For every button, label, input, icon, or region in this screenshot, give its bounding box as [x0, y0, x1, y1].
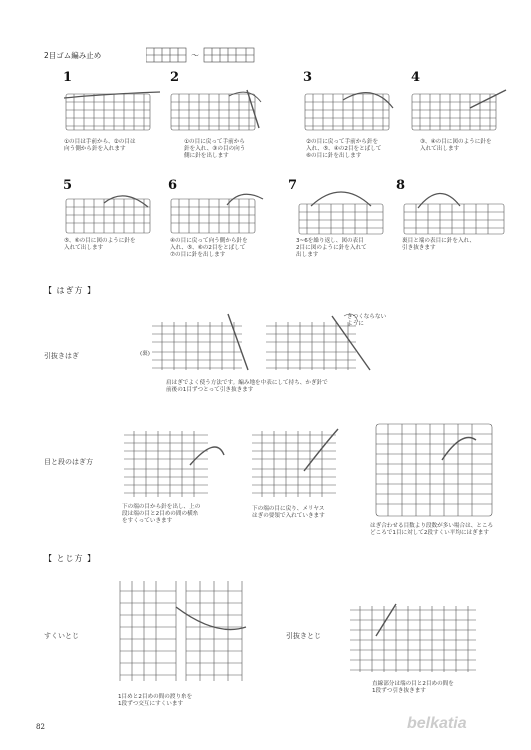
step-5-illustration [64, 193, 164, 235]
me-dan-illustration-3 [372, 420, 497, 520]
sukui-toji-illustration [116, 577, 256, 685]
watermark-logo: belkatia [407, 715, 467, 732]
step-7-illustration [291, 186, 391, 236]
step-number: 3 [303, 70, 313, 85]
me-dan-illustration-2 [248, 425, 358, 499]
step-text: ③、④の目に図のように針を 入れて出します [420, 139, 492, 153]
step-text: 3~6を繰り返し、図の表目 2目に図のように針を入れて 出します [296, 238, 367, 259]
back-side-label: (裏) [140, 351, 150, 357]
hikinuki-toji-illustration [346, 600, 486, 674]
step-text: ⑤、⑥の目に図のように針を 入れて出します [64, 238, 136, 252]
me-dan-illustration-1 [120, 425, 230, 499]
step-number: 1 [63, 70, 73, 85]
me-dan-text-3: はぎ合わせる目数より段数が多い場合は、ところ どころで1目に対して2段すくい平均にはぎます [370, 523, 494, 537]
me-dan-text-2: 下の端の目に戻り、メリヤス はぎの要領で入れていきます [252, 506, 325, 520]
step-text: ①の目は手前から、②の目は 向う側から針を入れます [64, 139, 136, 153]
stitch-chart-diagram [146, 47, 256, 63]
step-number: 8 [396, 178, 406, 193]
section-heading-toji: 【 とじ方 】 [44, 554, 97, 563]
hikinuki-hagi-text: 肩はぎでよく使う方法です。編み地を中表にして持ち、かぎ針で 前後の1目ずつとって引き抜きます [166, 380, 328, 394]
sukui-toji-text: 1目めと2目めの間の渡り糸を 1段ずつ交互にすくいます [118, 694, 193, 708]
svg-text:〜: 〜 [191, 51, 199, 60]
hikinuki-hagi-label: 引抜きはぎ [44, 352, 79, 360]
step-number: 2 [170, 70, 180, 85]
hikinuki-hagi-illustration-1 [148, 312, 258, 372]
step-1-illustration [64, 88, 164, 132]
hikinuki-toji-text: 直線部分は端の目と2目めの間を 1段ずつ引き抜きます [372, 681, 454, 695]
page-title: 2目ゴム編み止め [44, 51, 102, 60]
step-2-illustration [169, 88, 269, 132]
hikinuki-note: きつくならない ように [347, 314, 387, 328]
sukui-toji-label: すくいとじ [44, 632, 79, 640]
step-8-illustration [400, 186, 510, 236]
me-dan-hagi-label: 目と段のはぎ方 [44, 458, 93, 466]
step-number: 4 [411, 70, 421, 85]
step-number: 7 [288, 178, 298, 193]
step-number: 5 [63, 178, 73, 193]
step-text: ①の目に戻って手前から 針を入れ、③の目の向う 側に針を出します [184, 139, 246, 160]
step-text: ②の目に戻って手前から針を 入れ、⑤、④の2目をとばして ⑥の目に針を出します [306, 139, 382, 160]
step-number: 6 [168, 178, 178, 193]
step-text: ④の目に戻って向う側から針を 入れ、⑤、⑥の2目をとばして ⑦の目に針を出します [170, 238, 248, 259]
step-4-illustration [410, 88, 510, 132]
hikinuki-toji-label: 引抜きとじ [286, 632, 321, 640]
page-number: 82 [36, 723, 45, 731]
section-heading-hagi: 【 はぎ方 】 [44, 286, 97, 295]
step-6-illustration [169, 193, 269, 235]
step-text: 裏目と端の表目に針を入れ、 引き抜きます [402, 238, 476, 252]
me-dan-text-1: 下の端の目から針を出し、上の 段は端の目と2目めの間の横糸 をすくっていきます [122, 504, 201, 525]
step-3-illustration [303, 88, 403, 132]
